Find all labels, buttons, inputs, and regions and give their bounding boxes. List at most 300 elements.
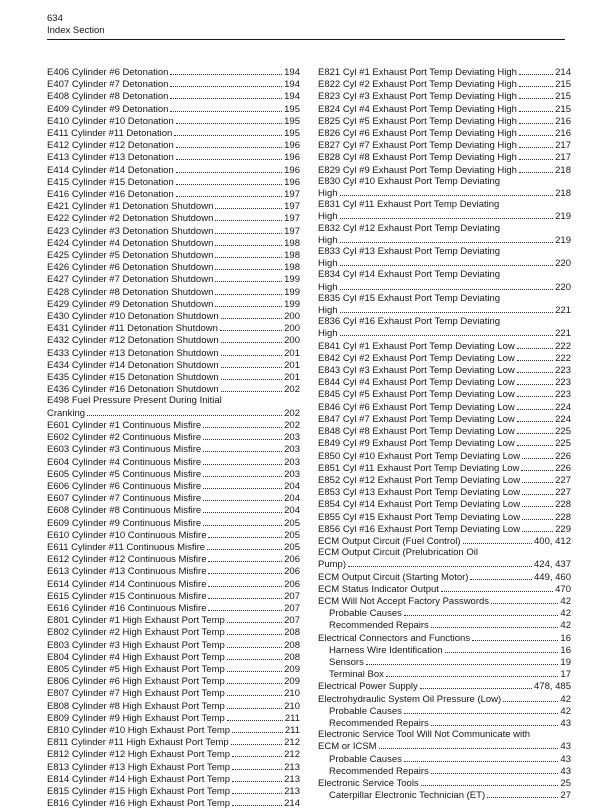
dot-leader [232,748,282,757]
dot-leader [431,765,559,774]
entry-row [318,571,571,583]
dot-leader [215,286,282,295]
index-entry [47,103,300,115]
dot-leader [522,474,553,483]
dot-leader [227,663,282,672]
entry-row [47,517,300,529]
entry-page-number: 217 [555,152,571,164]
entry-page-number: 209 [284,676,300,688]
index-entry [318,693,571,705]
entry-text: E611 Cylinder #11 Continuous Misfire [47,541,206,553]
dot-leader [208,565,282,574]
entry-row [47,565,300,577]
entry-row [318,401,571,413]
index-entry [47,700,300,712]
index-entry [47,639,300,651]
index-entry [47,176,300,188]
dot-leader [221,334,282,343]
index-entry [47,517,300,529]
section-title: Index Section [47,24,105,36]
entry-text: E498 Fuel Pressure Present During Initial [47,395,222,407]
entry-text: E813 Cylinder #13 High Exhaust Port Temp [47,761,231,773]
entry-page-number: 197 [284,189,300,201]
entry-page-number: 43 [560,753,571,765]
dot-leader [487,789,558,798]
dot-leader [232,724,283,733]
entry-row [47,273,300,285]
entry-row [318,462,571,474]
dot-leader [203,517,282,526]
dot-leader [348,558,532,567]
entry-text: E848 Cyl #8 Exhaust Port Temp Deviating Low [318,426,515,438]
entry-row [318,340,571,352]
entry-row [47,748,300,760]
index-entry [47,785,300,797]
entry-page-number: 16 [560,632,571,644]
entry-text: E852 Cyl #12 Exhaust Port Temp Deviating Low [318,474,521,486]
index-entry [318,547,571,570]
entry-page-number: 208 [284,651,300,663]
entry-text: E842 Cyl #2 Exhaust Port Temp Deviating Low [318,352,515,364]
index-entry [47,322,300,334]
index-entry [47,529,300,541]
entry-page-number: 223 [555,389,571,401]
index-entry [47,90,300,102]
entry-page-number: 227 [555,487,571,499]
entry-row [318,777,571,789]
entry-page-number: 43 [560,717,571,729]
entry-text: E615 Cylinder #15 Continuous Misfire [47,590,207,602]
entry-page-number: 449, 460 [534,571,571,583]
index-entry [318,474,571,486]
entry-page-number: 202 [284,384,300,396]
entry-text: E427 Cylinder #7 Detonation Shutdown [47,274,214,286]
entry-text: ECM Output Circuit (Fuel Control) [318,535,461,547]
entry-text: High [318,281,338,293]
entry-page-number: 197 [284,225,300,237]
entry-row [329,668,571,680]
entry-row [318,364,571,376]
index-entry [318,115,571,127]
entry-text: E822 Cyl #2 Exhaust Port Temp Deviating High [318,79,517,91]
entry-text: E610 Cylinder #10 Continuous Misfire [47,529,207,541]
entry-text: E815 Cylinder #15 High Exhaust Port Temp [47,785,231,797]
entry-text: E416 Cylinder #16 Detonation [47,189,174,201]
entry-text: E431 Cylinder #11 Detonation Shutdown [47,323,218,335]
entry-row [47,66,300,78]
entry-page-number: 213 [284,785,300,797]
entry-page-number: 201 [284,359,300,371]
index-entry [318,644,571,656]
entry-page-number: 213 [284,761,300,773]
index-entry [47,736,300,748]
entry-row [47,456,300,468]
index-entry [47,456,300,468]
entry-page-number: 42 [560,620,571,632]
entry-text: High [318,258,338,270]
entry-page-number: 199 [284,298,300,310]
index-entry [47,443,300,455]
index-entry [318,90,571,102]
dot-leader [522,511,553,520]
index-entry [318,656,571,668]
dot-leader [519,115,553,124]
entry-text: E613 Cylinder #13 Continuous Misfire [47,566,207,578]
dot-leader [176,139,282,148]
entry-row [318,632,571,644]
entry-text: E409 Cylinder #9 Detonation [47,103,169,115]
entry-row [47,590,300,602]
entry-page-number: 227 [555,474,571,486]
index-entry [318,450,571,462]
index-entry [47,200,300,212]
index-entry [47,115,300,127]
dot-leader [220,322,282,331]
dot-leader [215,249,282,258]
entry-row [318,90,571,102]
entry-page-number: 222 [555,340,571,352]
dot-leader [340,187,554,196]
entry-page-number: 215 [555,91,571,103]
entry-text: E855 Cyl #15 Exhaust Port Temp Deviating Low [318,511,521,523]
entry-text: Electrohydraulic System Oil Pressure (Low) [318,693,502,705]
index-entry [318,199,571,222]
index-entry [47,66,300,78]
dot-leader [517,425,553,434]
index-entry [318,376,571,388]
entry-row [47,200,300,212]
entry-text: Electronic Service Tool Will Not Communicate with [318,729,531,741]
entry-row [329,644,571,656]
dot-leader [221,359,282,368]
dot-leader [366,656,559,665]
entry-text: High [318,211,338,223]
entry-text: E607 Cylinder #7 Continuous Misfire [47,493,202,505]
dot-leader [208,590,282,599]
entry-text: E429 Cylinder #9 Detonation Shutdown [47,298,214,310]
index-entry [47,164,300,176]
entry-page-number: 42 [560,705,571,717]
entry-page-number: 203 [284,456,300,468]
entry-row [318,257,571,269]
index-entry [318,127,571,139]
index-entry [318,595,571,607]
entry-text: E428 Cylinder #8 Detonation Shutdown [47,286,214,298]
entry-page-number: 228 [555,511,571,523]
entry-page-number: 216 [555,128,571,140]
entry-page-number: 212 [284,737,300,749]
entry-page-number: 217 [555,140,571,152]
entry-page-number: 203 [284,444,300,456]
dot-leader [379,740,559,749]
page-header [47,13,565,40]
index-entry [47,347,300,359]
dot-leader [517,352,553,361]
dot-leader [503,693,558,702]
entry-row [47,602,300,614]
entry-text: E436 Cylinder #16 Detonation Shutdown [47,384,219,396]
index-entry [318,340,571,352]
index-entry [47,590,300,602]
entry-page-number: 205 [284,517,300,529]
entry-page-number: 194 [284,91,300,103]
index-entry [47,761,300,773]
entry-text: E410 Cylinder #10 Detonation [47,115,174,127]
entry-text: Harness Wire Identification [329,644,443,656]
entry-page-number: 196 [284,152,300,164]
entry-row [318,425,571,437]
entry-text: E850 Cyl #10 Exhaust Port Temp Deviating Low [318,450,521,462]
entry-page-number: 43 [560,741,571,753]
entry-page-number: 213 [284,773,300,785]
dot-leader [203,492,282,501]
dot-leader [517,401,553,410]
entry-row [47,736,300,748]
index-entry [47,541,300,553]
index-entry [318,425,571,437]
index-entry [318,388,571,400]
dot-leader [87,407,282,416]
entry-text: High [318,305,338,317]
entry-row [329,705,571,717]
entry-text: E828 Cyl #8 Exhaust Port Temp Deviating High [318,152,517,164]
entry-page-number: 200 [284,311,300,323]
entry-page-number: 203 [284,432,300,444]
dot-leader [420,680,532,689]
entry-page-number: 207 [284,615,300,627]
index-entry [318,486,571,498]
index-entry [318,571,571,583]
entry-page-number: 203 [284,468,300,480]
index-entry [318,765,571,777]
entry-page-number: 195 [284,128,300,140]
entry-row [318,595,571,607]
index-entry [318,535,571,547]
entry-row [47,553,300,565]
entry-text: E816 Cylinder #16 High Exhaust Port Temp [47,798,231,809]
dot-leader [472,632,558,641]
index-entry [47,663,300,675]
entry-text: E434 Cylinder #14 Detonation Shutdown [47,359,219,371]
dot-leader [170,66,282,75]
entry-text: E801 Cylinder #1 High Exhaust Port Temp [47,615,225,627]
entry-text: E805 Cylinder #5 High Exhaust Port Temp [47,663,225,675]
entry-text: E810 Cylinder #10 High Exhaust Port Temp [47,724,231,736]
index-entry [47,371,300,383]
entry-text: E432 Cylinder #12 Detonation Shutdown [47,335,219,347]
entry-page-number: 208 [284,627,300,639]
entry-text: E835 Cyl #15 Exhaust Port Temp Deviating [318,292,501,304]
entry-page-number: 218 [555,188,571,200]
entry-page-number: 220 [555,281,571,293]
entry-page-number: 202 [284,407,300,419]
entry-row [329,753,571,765]
entry-row [318,498,571,510]
entry-page-number: 225 [555,426,571,438]
entry-row [47,286,300,298]
entry-row [318,151,571,163]
index-entry [47,310,300,322]
dot-leader [203,468,282,477]
entry-page-number: 424, 437 [534,559,571,571]
entry-text: E422 Cylinder #2 Detonation Shutdown [47,213,214,225]
entry-page-number: 42 [560,595,571,607]
entry-text: E605 Cylinder #5 Continuous Misfire [47,468,202,480]
entry-row [47,626,300,638]
dot-leader [340,327,554,336]
entry-row [47,383,300,395]
entry-page-number: 206 [284,554,300,566]
entry-page-number: 42 [560,608,571,620]
entry-row [47,188,300,200]
entry-row [318,450,571,462]
dot-leader [404,607,559,616]
index-entry [47,626,300,638]
index-entry [47,225,300,237]
entry-page-number: 205 [284,529,300,541]
entry-page-number: 204 [284,505,300,517]
entry-row [329,656,571,668]
dot-leader [174,127,282,136]
entry-row [47,492,300,504]
dot-leader [517,364,553,373]
dot-leader [215,225,282,234]
index-entry [47,565,300,577]
dot-leader [404,705,559,714]
entry-text: E423 Cylinder #3 Detonation Shutdown [47,225,214,237]
entry-text: E845 Cyl #5 Exhaust Port Temp Deviating Low [318,389,515,401]
entry-row [47,785,300,797]
entry-row [47,249,300,261]
dot-leader [215,298,282,307]
dot-leader [522,498,553,507]
entry-row [329,789,571,801]
entry-page-number: 226 [555,462,571,474]
index-entry [318,607,571,619]
entry-text: E846 Cyl #6 Exhaust Port Temp Deviating Low [318,401,515,413]
dot-leader [340,257,554,266]
entry-page-number: 209 [284,663,300,675]
entry-text: Probable Causes [329,608,402,620]
entry-page-number: 470 [555,583,571,595]
index-entry [47,395,300,418]
entry-text: ECM Output Circuit (Starting Motor) [318,571,469,583]
dot-leader [522,450,553,459]
entry-page-number: 224 [555,413,571,425]
entry-row [47,700,300,712]
entry-text: High [318,234,338,246]
entry-text: E841 Cyl #1 Exhaust Port Temp Deviating Low [318,340,515,352]
dot-leader [221,310,282,319]
dot-leader [521,462,553,471]
entry-row [47,298,300,310]
index-entry [47,383,300,395]
entry-text: ECM Will Not Accept Factory Passwords [318,595,490,607]
index-entry [318,583,571,595]
entry-page-number: 200 [284,335,300,347]
entry-row [318,388,571,400]
dot-leader [221,383,282,392]
entry-text: E856 Cyl #16 Exhaust Port Temp Deviating Low [318,523,521,535]
index-entry [318,66,571,78]
dot-leader [203,480,282,489]
dot-leader [232,785,282,794]
entry-text: E806 Cylinder #6 High Exhaust Port Temp [47,676,225,688]
entry-text: E825 Cyl #5 Exhaust Port Temp Deviating High [318,115,517,127]
dot-leader [231,736,282,745]
entry-page-number: 200 [284,323,300,335]
index-entry [47,480,300,492]
entry-text: E414 Cylinder #14 Detonation [47,164,174,176]
entry-text: Pump) [318,559,346,571]
dot-leader [517,413,553,422]
entry-text: E830 Cyl #10 Exhaust Port Temp Deviating [318,175,501,187]
index-entry [318,223,571,246]
entry-text: E424 Cylinder #4 Detonation Shutdown [47,237,214,249]
dot-leader [176,115,282,124]
index-entry [47,773,300,785]
header-rule [47,39,565,40]
entry-row [47,468,300,480]
entry-page-number: 215 [555,103,571,115]
entry-row [329,607,571,619]
entry-page-number: 210 [284,688,300,700]
entry-row [47,310,300,322]
entry-text: E808 Cylinder #8 High Exhaust Port Temp [47,700,225,712]
index-entry [318,668,571,680]
entry-text: E833 Cyl #13 Exhaust Port Temp Deviating [318,246,501,258]
index-entry [318,619,571,631]
entry-page-number: 478, 485 [534,681,571,693]
dot-leader [421,777,559,786]
dot-leader [232,797,282,806]
entry-page-number: 226 [555,450,571,462]
entry-row [318,486,571,498]
dot-leader [176,188,282,197]
entry-row [47,164,300,176]
entry-row [47,139,300,151]
entry-page-number: 198 [284,250,300,262]
index-entry [47,712,300,724]
entry-row [318,535,571,547]
entry-page-number: 27 [560,790,571,802]
index-entry [47,675,300,687]
dot-leader [519,103,553,112]
index-entry [47,212,300,224]
dot-leader [203,431,282,440]
entry-row [47,529,300,541]
entry-page-number: 204 [284,493,300,505]
entry-row [318,523,571,535]
entry-page-number: 195 [284,115,300,127]
index-entry [47,724,300,736]
entry-row [47,504,300,516]
dot-leader [227,687,282,696]
entry-text: E824 Cyl #4 Exhaust Port Temp Deviating High [318,103,517,115]
entry-text: Electronic Service Tools [318,777,419,789]
entry-row [47,371,300,383]
entry-page-number: 212 [284,749,300,761]
entry-row [47,176,300,188]
dot-leader [176,151,282,160]
entry-row [47,359,300,371]
entry-text: E836 Cyl #16 Exhaust Port Temp Deviating [318,316,501,328]
index-entry [47,419,300,431]
entry-text: Probable Causes [329,753,402,765]
entry-page-number: 219 [555,211,571,223]
entry-text: E854 Cyl #14 Exhaust Port Temp Deviating Low [318,499,521,511]
entry-row [318,413,571,425]
